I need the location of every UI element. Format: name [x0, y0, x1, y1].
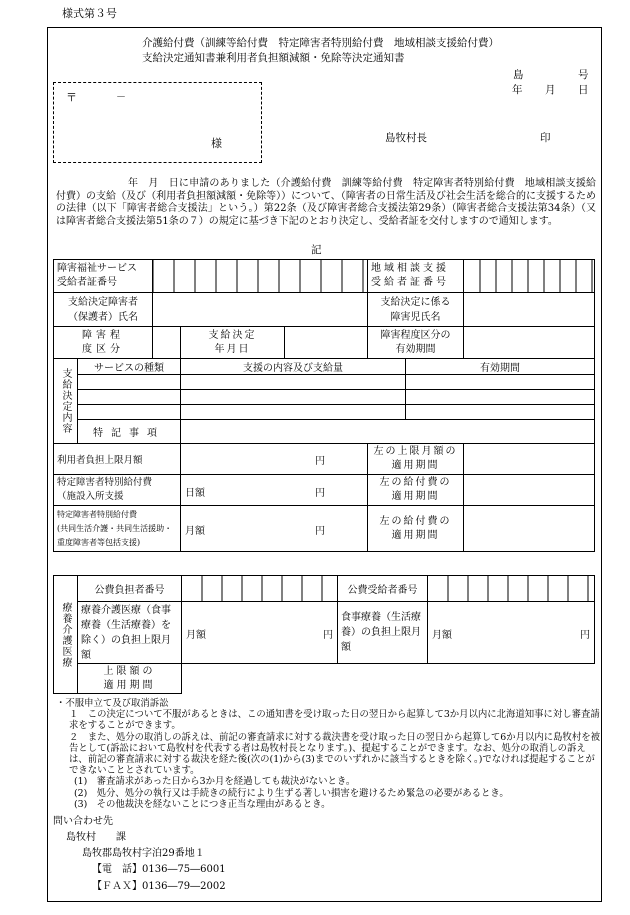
user-burden-label: 利用者負担上限月額 — [54, 444, 181, 475]
contact-tel: 【電 話】0136―75―6001 — [92, 864, 226, 875]
service-recipient-no-field[interactable] — [153, 260, 368, 293]
regional-recipient-no-label: 地域相談支援 受給者証番号 — [368, 260, 464, 293]
yen-2: 円 — [315, 488, 325, 499]
note-2: ２ また、処分の取消しの訴えは、前記の審査請求に対する裁決書を受け取った日の翌日から起算して6か月以内に島牧村を被告として(訴訟において島牧村を代表する者は島牧村長となります。)、提起することができます。なお、処分の取消しの訴えは、前記の審査請求に対する裁決を経た後(次の(1)から(3)までのいずれかに該当するときを除く。)でなければ提起することができないこととされています。 — [69, 731, 600, 777]
content-label-cell — [54, 359, 78, 444]
regional-recipient-no-field[interactable] — [464, 260, 595, 293]
doc-number-shima: 島 — [513, 69, 524, 81]
decided-child-field[interactable] — [464, 293, 595, 327]
benefit-period-label-1: 左の給付費の 適用期間 — [368, 475, 464, 506]
benefit-period-field-2[interactable] — [464, 506, 595, 552]
disability-level-field[interactable] — [153, 327, 181, 359]
contact-fax: 【ＦＡＸ】0136―79―2002 — [92, 881, 226, 892]
service-recipient-no-label: 障害福祉サービス 受給者証番号 — [54, 260, 153, 293]
recipient-sama: 様 — [211, 137, 222, 150]
level-validity-field[interactable] — [464, 327, 595, 359]
title-line-2: 支給決定通知書兼利用者負担額減額・免除等決定通知書 — [142, 52, 405, 64]
address-box — [53, 82, 262, 163]
postal-dash: － — [116, 92, 126, 103]
yen-3: 円 — [315, 526, 325, 537]
validity-row-2[interactable] — [406, 390, 595, 405]
validity-row-1[interactable] — [406, 375, 595, 390]
note-1: １ この決定について不服があるときは、この通知書を受け取った日の翌日から起算して3か月以内に北海道知事に対し審査請求をすることができます。 — [69, 709, 600, 732]
issuer-name: 島牧村長 — [385, 132, 427, 144]
ki-label: 記 — [311, 244, 322, 256]
yen-5: 円 — [580, 630, 590, 641]
benefit-period-label-2: 左の給付費の 適用期間 — [368, 506, 464, 552]
content-row-1[interactable] — [181, 375, 406, 390]
title-line-1: 介護給付費（訓練等給付費 特定障害者特別給付費 地域相談支援給付費） — [142, 37, 499, 49]
doc-number-go: 号 — [578, 69, 589, 81]
validity-row-3[interactable] — [406, 405, 595, 420]
service-row-1[interactable] — [78, 375, 181, 390]
col-service-type: サービスの種類 — [78, 359, 181, 375]
col-validity: 有効期間 — [406, 359, 595, 375]
decision-date-label: 支給決定 年月日 — [181, 327, 285, 359]
contact-address: 島牧郡島牧村字泊29番地１ — [82, 848, 205, 859]
yen-4: 円 — [323, 630, 333, 641]
public-recipient-label: 公費受給者番号 — [338, 576, 428, 602]
special-notes-field[interactable] — [181, 420, 595, 444]
monthly-amount-label: 月額 — [185, 526, 205, 537]
notes-heading: ・不服申立て及び取消訴訟 — [56, 698, 169, 709]
decided-person-label: 支給決定障害者 （保護者）氏名 — [54, 293, 153, 327]
public-recipient-field[interactable] — [428, 576, 595, 602]
upper-period-field[interactable] — [464, 444, 595, 475]
contact-heading: 問い合わせ先 — [53, 816, 113, 827]
content-row-3[interactable] — [181, 405, 406, 420]
decided-person-field[interactable] — [153, 293, 368, 327]
postal-mark: 〒 — [66, 91, 77, 104]
note-2-1: (1) 審査請求があった日から3か月を経過しても裁決がないとき。 — [74, 776, 356, 788]
upper-period-label: 左の上限月額の 適用期間 — [368, 444, 464, 475]
medical-label: 療養介護医療 — [60, 601, 71, 668]
group-benefit-label: 特定障害者特別給付費 (共同生活介護・共同生活援助・ 重度障害者等包括支援) — [54, 506, 181, 552]
group-benefit-field[interactable] — [181, 506, 368, 552]
content-label: 支給決定内容 — [60, 368, 71, 434]
content-row-2[interactable] — [181, 390, 406, 405]
special-notes-label: 特記事項 — [78, 420, 181, 444]
contact-dept: 島牧村 課 — [66, 832, 126, 843]
yen-1: 円 — [315, 455, 325, 467]
benefit-period-field-1[interactable] — [464, 475, 595, 506]
body-paragraph-text: 年 月 日に申請のありました（介護給付費 訓練等給付費 特定障害者特別給付費 地域相談支援給付費）の支給（及び（利用者負担額減額・免除等））について、（障害者の日常生活及び社会生活を総合的に支援するための法律（以下「障害者総合支援法」という。）第22条（及び障害者総合支援法第29条）（障害者総合支援法第34条）（又は障害者総合支援法第51条の７）の規定に基づき下記のとおり決定し、受給者証を交付しますので通知します。 — [56, 178, 596, 227]
daily-amount-label: 日額 — [185, 488, 205, 499]
body-paragraph — [56, 178, 596, 228]
decision-table — [53, 259, 595, 552]
col-content-amount: 支援の内容及び支給量 — [181, 359, 406, 375]
meal-burden-field[interactable] — [428, 602, 595, 664]
decision-date-field[interactable] — [285, 327, 368, 359]
facility-benefit-field[interactable] — [181, 475, 368, 506]
monthly-amount-label-3: 月額 — [432, 630, 452, 641]
facility-benefit-label: 特定障害者特別給付費 （施設入所支援 — [54, 475, 181, 506]
seal-mark: 印 — [540, 132, 551, 144]
public-payer-field[interactable] — [182, 576, 338, 602]
note-2-2: (2) 処分、処分の執行又は手続きの続行により生ずる著しい損害を避けるため緊急の必要があるとき。 — [74, 787, 509, 799]
service-row-2[interactable] — [78, 390, 181, 405]
user-burden-field[interactable] — [181, 444, 368, 475]
note-2-3: (3) その他裁決を経ないことにつき正当な理由があるとき。 — [74, 798, 331, 810]
level-validity-label: 障害程度区分の 有効期間 — [368, 327, 464, 359]
upper-limit-period-field[interactable] — [182, 664, 595, 694]
monthly-amount-label-2: 月額 — [186, 630, 206, 641]
upper-limit-period-label: 上限額の 適用期間 — [78, 664, 182, 694]
public-payer-label: 公費負担者番号 — [78, 576, 182, 602]
medical-label-cell — [54, 576, 78, 694]
medical-burden-field[interactable] — [182, 602, 338, 664]
disability-level-label: 障害程 度区分 — [54, 327, 153, 359]
medical-care-table — [53, 575, 595, 694]
date-day: 日 — [578, 84, 589, 96]
service-row-3[interactable] — [78, 405, 181, 420]
medical-burden-label: 療養介護医療（食事療養（生活療養）を除く）の負担上限月額 — [78, 602, 182, 664]
meal-burden-label: 食事療養（生活療養）の負担上限月額 — [338, 602, 428, 664]
date-month: 月 — [545, 84, 556, 96]
decided-child-label: 支給決定に係る 障害児氏名 — [368, 293, 464, 327]
form-number: 様式第３号 — [62, 7, 117, 20]
date-year: 年 — [512, 84, 523, 96]
appeal-notes — [56, 698, 601, 810]
